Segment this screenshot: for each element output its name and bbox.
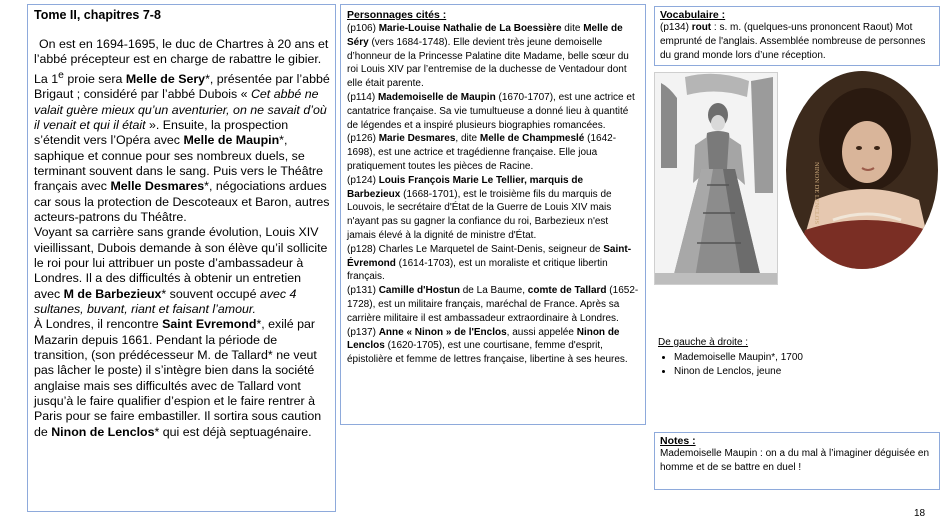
text-run: (1620-1705), est une courtisane, femme d'esprit, épistolière et femme de lettres française, libertine à ses heures. (347, 340, 628, 366)
notes-text: Mademoiselle Maupin : on a du mal à l’imaginer déguisée en homme et de se battre en duel ! (660, 448, 930, 473)
text-run: (1642-1698), est une actrice et tragédienne française. Elle joua pratiquement toutes les pièces de Racine. (347, 133, 617, 172)
text-run: Ninon de Lenclos (347, 326, 620, 352)
text-run: Marie-Louise Nathalie de La Boessière (378, 23, 562, 34)
caption-item: • Mademoiselle Maupin*, 1700 (674, 351, 938, 365)
notes-title: Notes : (660, 435, 696, 447)
characters-box (340, 4, 646, 425)
text-run: * souvent occupé (161, 286, 260, 301)
text-run: ». Ensuite, la prospection s’étendit vers l’Opéra avec (34, 117, 289, 148)
text-run: (p114) (347, 91, 378, 103)
text-run: Melle Desmares (110, 179, 205, 194)
text-run: M de Barbezieux (63, 286, 162, 301)
text-run: Saint Evremond (162, 317, 257, 332)
text-run: , dite (455, 133, 480, 145)
captions-list (658, 351, 938, 379)
character-entry (347, 174, 639, 243)
text-run: (p137) (347, 326, 379, 338)
text-run: (p106) (347, 23, 379, 34)
characters-title: Personnages cités : (347, 9, 447, 21)
character-entry (347, 22, 639, 91)
engraving-illustration (655, 73, 778, 285)
vocabulary-box (654, 6, 940, 66)
text-run: Melle de Sery (125, 71, 206, 86)
caption-item: • Ninon de Lenclos, jeune (674, 365, 938, 379)
summary-paragraph-3 (34, 317, 330, 440)
portrait-maupin-image (654, 72, 778, 285)
character-entry (347, 326, 639, 367)
text-run: (p128) Charles Le Marquetel de Saint-Denis, seigneur de (347, 243, 604, 255)
vocabulary-title: Vocabulaire : (660, 9, 726, 21)
text-run: de La Baume, (459, 285, 528, 297)
captions-title: De gauche à droite : (658, 337, 749, 348)
portrait-ninon-image (785, 70, 940, 270)
text-run: (1614-1703), est un moraliste et critique libertin français. (347, 257, 608, 283)
text-run: *, exilé par Mazarin depuis 1661. Pendant la période de transition, (son prédécesseur M. de Tallard* ne veut pas lâcher le poste) il s’intègre bien dans la société anglaise mais ses difficultés avec de Tallard vont jusqu’à le faire qualifier d’espion et le faire rentrer à Paris pour se faire embastiller. Il sortira sous caution de (34, 317, 322, 439)
text-run: (p124) (347, 174, 379, 186)
text-run: À Londres, il rencontre (34, 317, 163, 332)
text-run: Marie Desmares (378, 133, 456, 145)
summary-paragraph-2 (34, 225, 330, 317)
text-run: Louis François Marie Le Tellier, marquis de Barbezieux (347, 174, 584, 200)
text-run: (p131) (347, 285, 379, 297)
text-run: Mademoiselle de Maupin (377, 91, 496, 103)
text-run: (1652-1728), est un militaire français, maréchal de France. Après sa carrière militaire il est ambassadeur extraordinaire à Londres. (347, 285, 639, 324)
text-run: Melle de Maupin (183, 133, 280, 148)
character-entry (347, 91, 639, 132)
text-run: (vers 1684-1748). Elle devient très jeune demoiselle d’honneur de la Princesse Palatine dite Madame, belle sœur du roi Louis XIV par l’entremise de la duchesse de Ventadour dont elle était parente. (347, 36, 629, 90)
text-run: Voyant sa carrière sans grande évolution, Louis XIV vieillissant, Dubois demande à son élève qu’il sollicite le roi pour lui attribuer un poste d’ambassadeur à Londres. Il a des difficultés à obtenir un entretien avec (34, 225, 328, 301)
summary-paragraph-1 (34, 37, 330, 225)
text-run: e (58, 69, 64, 81)
character-entry (347, 243, 639, 284)
left-summary-box (27, 4, 336, 512)
text-run: Cet abbé ne valait guère mieux qu’un aventurier, on ne savait d’où il venait et qui il était (34, 87, 327, 132)
text-run: (1670-1707), est une actrice et cantatrice française. Sa vie tumultueuse a donné lieu à quantité de légendes et a inspiré plusieurs biographies romancées. (347, 91, 635, 131)
character-entry (347, 132, 639, 173)
text-run: *, saphique et connue pour ses nombreux duels, se terminant souvent dans le sang. Puis vers le Théâtre français avec (34, 133, 324, 194)
text-run: Anne « Ninon » de l'Enclos (378, 326, 507, 338)
text-run: Camille d'Hostun (378, 285, 460, 297)
page-number: 18 (914, 508, 926, 519)
image-captions (658, 336, 938, 379)
chapter-title: Tome II, chapitres 7-8 (34, 8, 161, 22)
text-run: rout (691, 22, 712, 33)
text-run: * qui est déjà septuagénaire. (154, 424, 312, 439)
text-run: : s. m. (quelques-uns prononcent Raout) Mot emprunté de l'anglais. Assemblée nombreuse de personnes du grand monde lors d’une réception. (660, 22, 926, 61)
text-run: *, négociations ardues car sous la protection de Descoteaux et Baron, autres acteurs-patrons du Théâtre. (34, 179, 330, 224)
portrait-inscription: NINON DE LENCLOS (813, 162, 820, 225)
character-entry (347, 284, 639, 325)
oval-portrait (785, 70, 940, 270)
text-run: (1668-1701), est le troisième fils du marquis de Louvois, le secrétaire d'État de la Guerre de Louis XIV mais n'ayant pas su gagner la confiance du roi, Barbezieux n'est jamais élevé à la dignité de ministre d'État. (347, 188, 612, 241)
text-run: comte de Tallard (527, 285, 607, 297)
text-run: Saint-Évremond (347, 243, 632, 269)
text-run: Melle de Séry (347, 23, 623, 48)
text-run: proie sera (63, 71, 126, 86)
vocabulary-entry (660, 21, 934, 62)
text-run: , aussi appelée (506, 326, 577, 338)
text-run: Melle de Champmeslé (479, 133, 585, 145)
text-run: (p126) (347, 133, 379, 145)
text-run: avec 4 sultanes, buvant, riant et faisant l’amour. (34, 286, 297, 316)
text-run: Ninon de Lenclos (51, 424, 155, 439)
text-run: On est en 1694-1695, le duc de Chartres à 20 ans et l’abbé précepteur est en charge de rabattre le gibier. La 1 (34, 37, 329, 86)
text-run: dite (561, 23, 584, 34)
text-run: *, présentée par l’abbé Brigaut ; considéré par l’abbé Dubois « (34, 71, 330, 102)
text-run: (p134) (660, 22, 692, 33)
notes-box (654, 432, 940, 490)
